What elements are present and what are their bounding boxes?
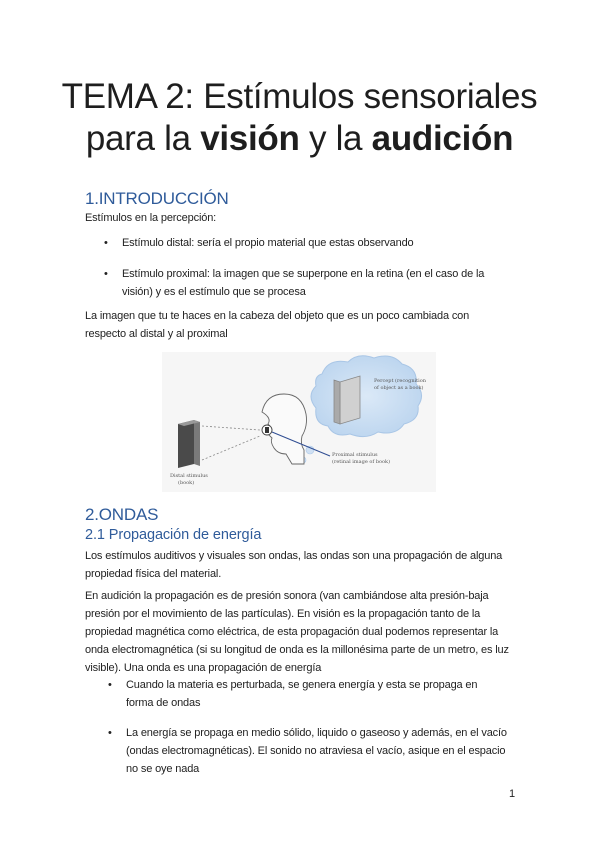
paragraph: La imagen que tu te haces en la cabeza del objeto que es un poco cambiada con respecto al distal y al proximal xyxy=(85,310,470,340)
perception-illustration xyxy=(162,352,436,492)
bullet-icon: • xyxy=(108,679,112,691)
title-line-2 xyxy=(0,118,599,160)
label-percept-2: of object as a book) xyxy=(374,385,424,391)
title-text: y la xyxy=(299,119,372,158)
list-item-text: La energía se propaga en medio sólido, liquido o gaseoso y además, en el vacío (ondas electromagnéticas). El sonido no atraviesa el vacío, asique en el espacio no se oye nada xyxy=(126,727,507,775)
label-distal-2: (book) xyxy=(178,480,195,486)
list-item xyxy=(104,265,514,301)
paragraph: Los estímulos auditivos y visuales son ondas, las ondas son una propagación de alguna propiedad física del material. xyxy=(85,550,503,580)
title-text: para la xyxy=(85,119,201,158)
title-bold-vision: visión xyxy=(200,119,300,158)
section-heading-introduccion: 1.INTRODUCCIÓN xyxy=(85,189,229,208)
label-distal-1: Distal stimulus xyxy=(170,473,208,479)
list-item-text: Estímulo distal: sería el propio material que estas observando xyxy=(122,237,414,249)
label-percept-1: Percept (recognition xyxy=(374,378,427,384)
title-bold-audicion: audición xyxy=(371,119,514,158)
book-icon xyxy=(334,376,360,424)
list-item xyxy=(108,724,518,778)
bullet-icon: • xyxy=(104,237,108,249)
list-item xyxy=(108,676,506,712)
intro-text: Estímulos en la percepción: xyxy=(85,212,217,224)
label-proximal-1: Proximal stimulus xyxy=(332,452,378,458)
page-title xyxy=(0,76,599,160)
page-number: 1 xyxy=(509,788,516,800)
list-item-text: Estímulo proximal: la imagen que se superpone en la retina (en el caso de la visión) y es el estímulo que se procesa xyxy=(122,268,485,298)
label-proximal-2: (retinal image of book) xyxy=(332,459,391,465)
bullet-icon: • xyxy=(104,268,108,280)
perception-figure xyxy=(162,352,436,492)
distal-book-icon xyxy=(178,420,200,468)
bullet-icon: • xyxy=(108,727,112,739)
subsection-heading: 2.1 Propagación de energía xyxy=(85,527,262,543)
list-item-text: Cuando la materia es perturbada, se genera energía y esta se propaga en forma de ondas xyxy=(126,679,478,709)
section-heading-ondas: 2.ONDAS xyxy=(85,505,159,524)
list-item xyxy=(104,234,512,252)
title-line-1: TEMA 2: Estímulos sensoriales xyxy=(61,77,538,116)
paragraph: En audición la propagación es de presión sonora (van cambiándose alta presión-baja presión por el movimiento de las partículas). En visión es la propagación tanto de la propiedad magnética como eléctrica, de esta propagación dual podemos representar la onda electromagnética (si su longitud de onda es la millonésima parte de un metro, es luz visible). Una onda es una propagación de energía xyxy=(85,590,509,674)
